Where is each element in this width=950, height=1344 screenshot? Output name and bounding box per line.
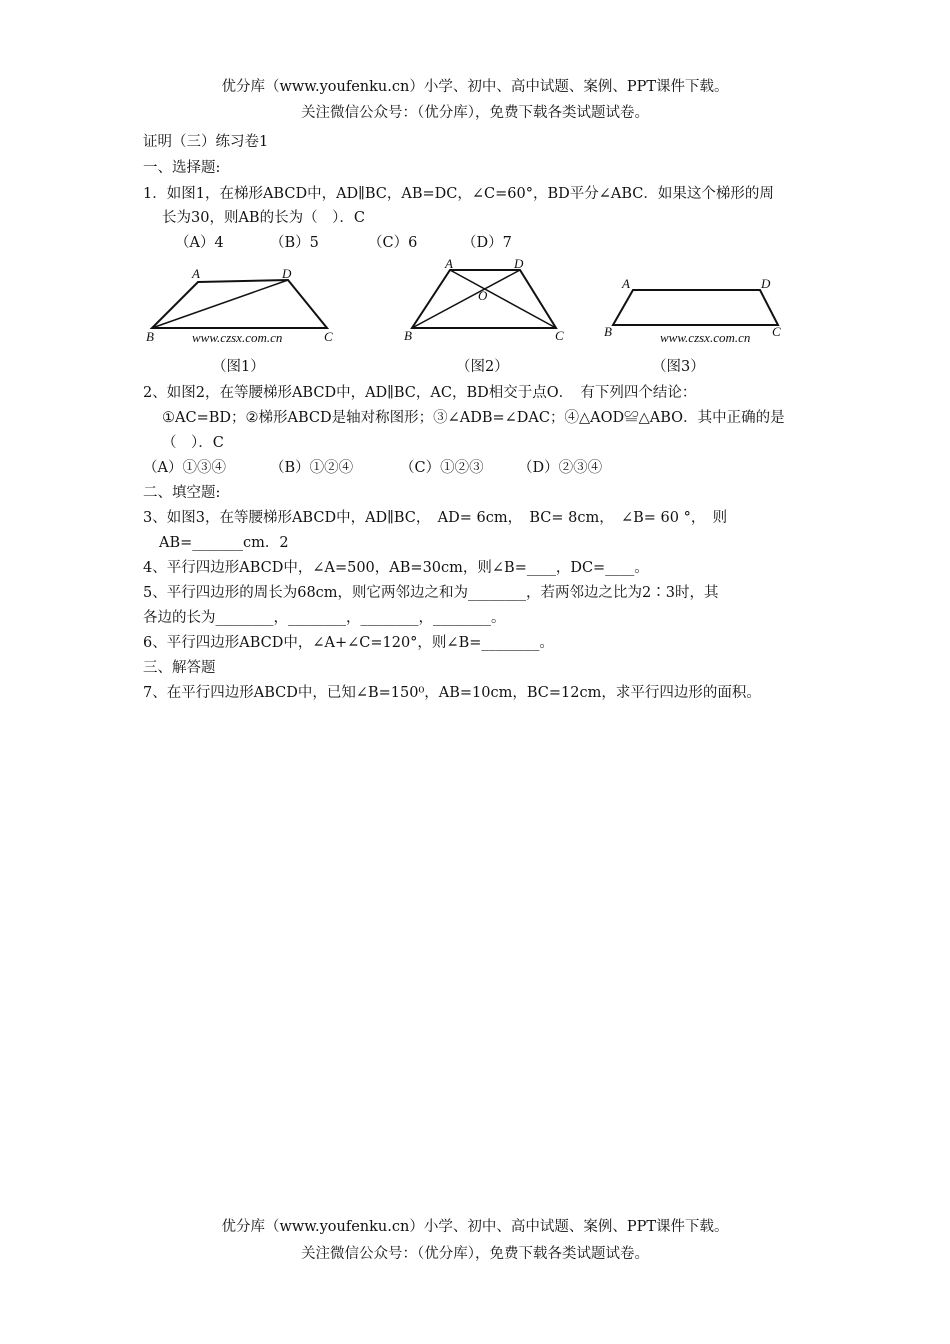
- fig2-label-o: O: [478, 288, 488, 303]
- fig1-label-c: C: [324, 329, 333, 344]
- q2-option-b: （B）①②④: [270, 460, 354, 476]
- question-2-line-3: （ ）．C: [162, 435, 224, 451]
- figure-3: [598, 270, 793, 350]
- fig3-label-d: D: [761, 276, 771, 291]
- q1-option-a: （A）4: [175, 235, 224, 251]
- question-3-line-2: AB=_______cm．2: [159, 535, 289, 551]
- figure-1-caption: （图1）: [212, 359, 265, 375]
- fig2-label-d: D: [514, 256, 524, 271]
- question-7: 7、在平行四边形ABCD中，已知∠B=150⁰，AB=10cm，BC=12cm，求平行四边形的面积。: [143, 685, 761, 701]
- question-5-line-1: 5、平行四边形的周长为68cm，则它两邻边之和为________，若两邻边之比为2∶3时，其: [143, 585, 719, 601]
- q2-option-a: （A）①③④: [143, 460, 226, 476]
- section-heading-choice: 一、选择题:: [143, 160, 221, 176]
- q1-option-d: （D）7: [462, 235, 512, 251]
- fig2-label-b: B: [404, 328, 412, 343]
- fig2-label-c: C: [555, 328, 564, 343]
- question-5-line-2: 各边的长为________，________，________，________。: [143, 610, 506, 626]
- fig2-label-a: A: [445, 256, 453, 271]
- fig1-label-b: B: [146, 329, 154, 344]
- q1-option-c: （C）6: [368, 235, 418, 251]
- figure-2: [400, 256, 575, 348]
- figure-2-caption: （图2）: [456, 359, 509, 375]
- fig3-label-a: A: [622, 276, 630, 291]
- q1-option-b: （B）5: [270, 235, 319, 251]
- header-line-1: 优分库（www.youfenku.cn）小学、初中、高中试题、案例、PPT课件下载。: [221, 79, 729, 95]
- question-2-line-1: 2、如图2，在等腰梯形ABCD中，AD∥BC，AC，BD相交于点O． 有下列四个结论：: [143, 385, 697, 401]
- fig1-watermark: www.czsx.com.cn: [192, 330, 283, 345]
- header-line-2: 关注微信公众号：（优分库），免费下载各类试题试卷。: [301, 105, 649, 121]
- fig3-watermark: www.czsx.com.cn: [660, 330, 751, 345]
- fig1-label-a: A: [192, 266, 200, 281]
- q2-option-d: （D）②③④: [518, 460, 603, 476]
- question-6: 6、平行四边形ABCD中，∠A+∠C=120°，则∠B=________。: [143, 635, 554, 651]
- question-1-line-1: 1．如图1，在梯形ABCD中，AD∥BC，AB=DC，∠C=60°，BD平分∠ABC．如果这个梯形的周: [143, 186, 774, 202]
- q2-option-c: （C）①②③: [400, 460, 484, 476]
- footer-line-1: 优分库（www.youfenku.cn）小学、初中、高中试题、案例、PPT课件下载。: [221, 1219, 729, 1235]
- figure-3-caption: （图3）: [652, 359, 705, 375]
- fig3-label-c: C: [772, 324, 781, 339]
- figure-1: [140, 260, 340, 350]
- fig1-label-d: D: [282, 266, 292, 281]
- section-heading-answer: 三、解答题: [143, 660, 216, 676]
- footer-line-2: 关注微信公众号：（优分库），免费下载各类试题试卷。: [301, 1246, 649, 1262]
- question-1-line-2: 长为30，则AB的长为（ ）．C: [162, 210, 365, 226]
- doc-title: 证明（三）练习卷1: [143, 134, 269, 150]
- fig3-label-b: B: [604, 324, 612, 339]
- question-4: 4、平行四边形ABCD中，∠A=500，AB=30cm，则∠B=____，DC=____。: [143, 560, 649, 576]
- section-heading-fill: 二、填空题:: [143, 485, 221, 501]
- question-2-line-2: ①AC=BD；②梯形ABCD是轴对称图形；③∠ADB=∠DAC；④△AOD≌△ABO．其中正确的是: [162, 410, 785, 426]
- question-3-line-1: 3、如图3，在等腰梯形ABCD中，AD∥BC， AD= 6cm， BC= 8cm， ∠B= 60 °， 则: [143, 510, 728, 526]
